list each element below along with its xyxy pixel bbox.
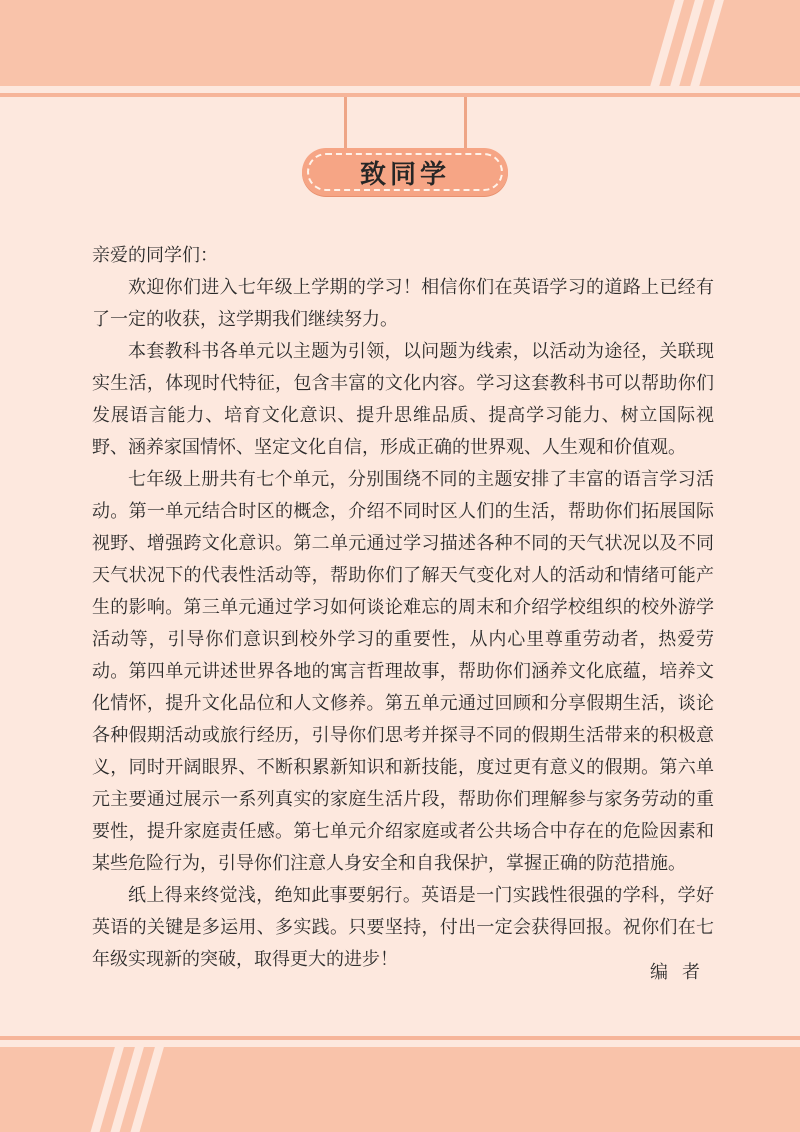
paragraph: 纸上得来终觉浅，绝知此事要躬行。英语是一门实践性很强的学科，学好英语的关键是多运用、多实践。只要坚持，付出一定会获得回报。祝你们在七年级实现新的突破，取得更大的进步！ <box>92 885 714 970</box>
paragraph: 七年级上册共有七个单元，分别围绕不同的主题安排了丰富的语言学习活动。第一单元结合时区的概念，介绍不同时区人们的生活，帮助你们拓展国际视野、增强跨文化意识。第二单元通过学习描述各种不同的天气状况以及不同天气状况下的代表性活动等，帮助你们了解天气变化对人的活动和情绪可能产生的影响。第三单元通过学习如何谈论难忘的周末和介绍学校组织的校外游学活动等，引导你们意识到校外学习的重要性，从内心里尊重劳动者，热爱劳动。第四单元讲述世界各地的寓言哲理故事，帮助你们涵养文化底蕴，培养文化情怀，提升文化品位和人文修养。第五单元通过回顾和分享假期生活，谈论各种假期活动或旅行经历，引导你们思考并探寻不同的假期生活带来的积极意义，同时开阔眼界、不断积累新知识和新技能，度过更有意义的假期。第六单元主要通过展示一系列真实的家庭生活片段，帮助你们理解参与家务劳动的重要性，提升家庭责任感。第七单元介绍家庭或者公共场合中存在的危险因素和某些危险行为，引导你们注意人身安全和自我保护，掌握正确的防范措施。 <box>92 469 714 874</box>
salutation: 亲爱的同学们： <box>92 245 218 266</box>
top-decorative-band <box>0 0 800 86</box>
title-plate-border <box>307 153 503 191</box>
title-plate <box>302 148 508 196</box>
letter-body <box>92 240 714 976</box>
page-title: 致同学 <box>359 159 450 190</box>
paragraph: 本套教科书各单元以主题为引领，以问题为线索，以活动为途径，关联现实生活，体现时代特征，包含丰富的文化内容。学习这套教科书可以帮助你们发展语言能力、培育文化意识、提升思维品质、提高学习能力、树立国际视野、涵养家国情怀、坚定文化自信，形成正确的世界观、人生观和价值观。 <box>92 341 714 458</box>
signature-row <box>0 958 800 984</box>
paragraph: 欢迎你们进入七年级上学期的学习！相信你们在英语学习的道路上已经有了一定的收获，这学期我们继续努力。 <box>92 277 714 330</box>
bottom-divider <box>0 1036 800 1040</box>
bottom-decorative-band <box>0 1047 800 1132</box>
signature: 编者 <box>650 962 714 983</box>
hanging-cord-left <box>344 97 347 155</box>
hanging-cord-right <box>464 97 467 155</box>
top-divider <box>0 93 800 97</box>
